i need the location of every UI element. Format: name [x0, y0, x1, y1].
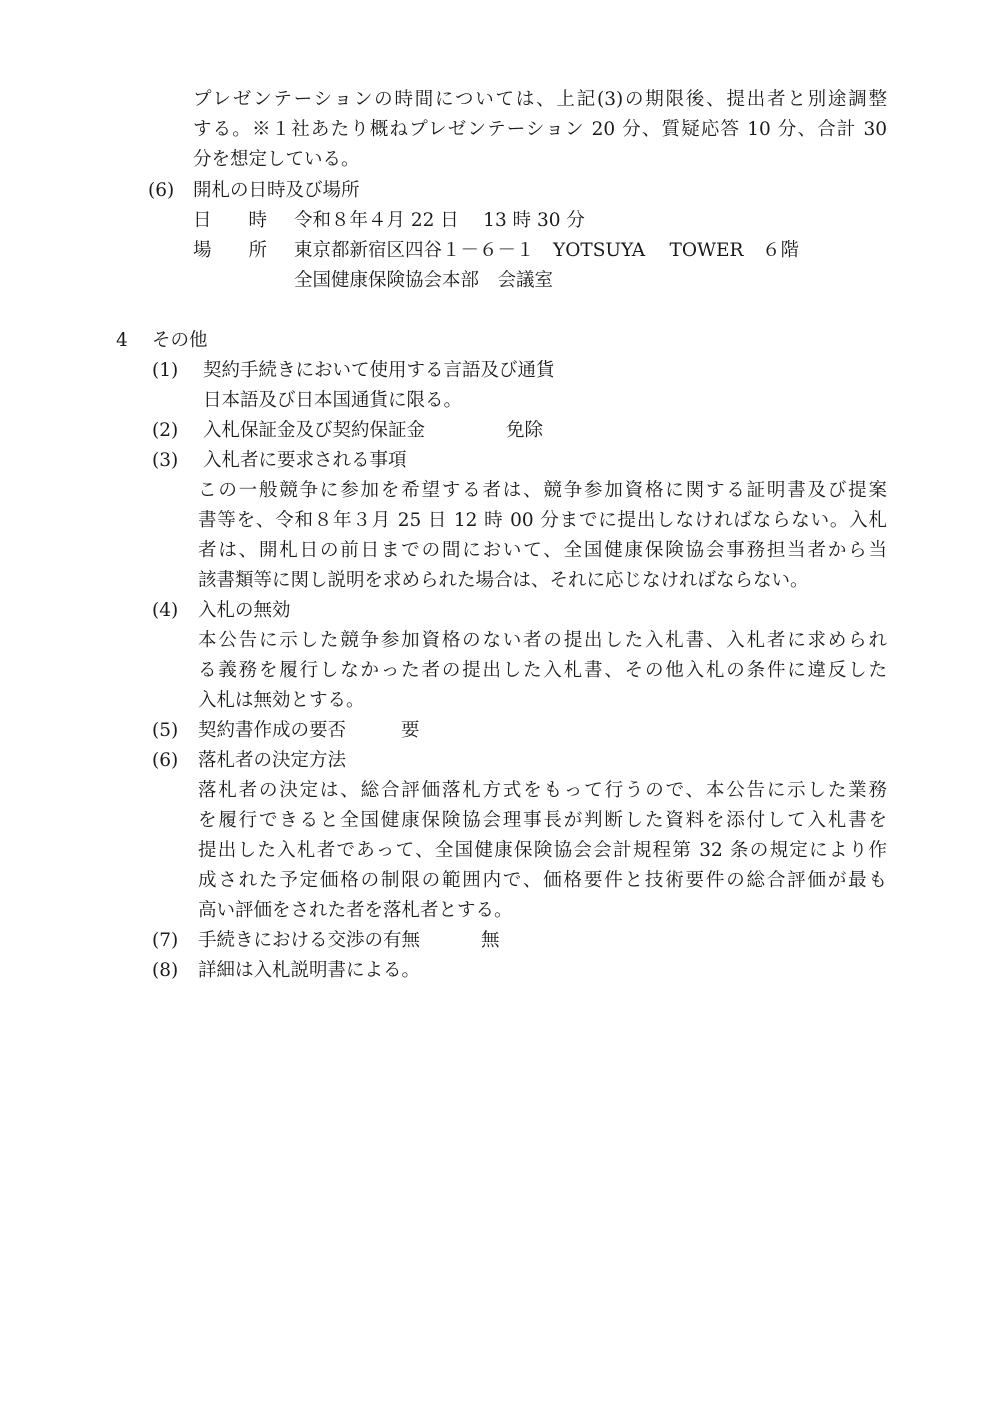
item-6-line-3: 提出した入札者であって、全国健康保険協会会計規程第 32 条の規定により作: [198, 840, 887, 861]
item-3-line-1: この一般競争に参加を希望する者は、競争参加資格に関する証明書及び提案: [198, 480, 887, 501]
item-4-number: (4): [152, 600, 179, 621]
opening-title: 開札の日時及び場所: [193, 180, 360, 201]
item-2-value: 免除: [506, 420, 544, 441]
item-5-title: 契約書作成の要否: [198, 720, 347, 741]
item-6-line-2: を履行できると全国健康保険協会理事長が判断した資料を添付して入札書を: [198, 810, 887, 831]
opening-date-label: 日 時: [193, 210, 268, 231]
intro-line-3: 分を想定している。: [193, 149, 360, 170]
section-title: その他: [152, 330, 208, 351]
item-6-line-4: 成された予定価格の制限の範囲内で、価格要件と技術要件の総合評価が最も: [198, 870, 887, 891]
intro-line-1: プレゼンテーションの時間については、上記(3)の期限後、提出者と別途調整: [193, 89, 887, 110]
item-1-title: 契約手続きにおいて使用する言語及び通貨: [203, 360, 555, 381]
item-6-title: 落札者の決定方法: [198, 750, 347, 771]
opening-date-value: 令和８年４月 22 日 13 時 30 分: [294, 210, 585, 231]
item-2-title: 入札保証金及び契約保証金: [203, 420, 426, 441]
item-7-number: (7): [152, 930, 179, 951]
intro-line-2: する。※１社あたり概ねプレゼンテーション 20 分、質疑応答 10 分、合計 30: [193, 119, 887, 140]
opening-place-label: 場 所: [193, 240, 268, 261]
item-3-title: 入札者に要求される事項: [203, 450, 407, 471]
item-3-line-4: 該書類等に関し説明を求められた場合は、それに応じなければならない。: [198, 570, 809, 591]
section-number: 4: [116, 330, 128, 351]
item-7-value: 無: [481, 930, 500, 951]
item-3-line-3: 者は、開札日の前日までの間において、全国健康保険協会事務担当者から当: [198, 540, 887, 561]
item-4-line-2: る義務を履行しなかった者の提出した入札書、その他入札の条件に違反した: [198, 660, 887, 681]
item-1-body: 日本語及び日本国通貨に限る。: [203, 390, 463, 411]
item-8-title: 詳細は入札説明書による。: [198, 960, 421, 981]
item-6-number: (6): [152, 750, 179, 771]
item-2-number: (2): [152, 420, 179, 441]
item-4-line-1: 本公告に示した競争参加資格のない者の提出した入札書、入札者に求められ: [198, 630, 887, 651]
item-1-number: (1): [152, 360, 179, 381]
item-3-number: (3): [152, 450, 179, 471]
opening-number: (6): [148, 180, 175, 201]
item-6-line-5: 高い評価をされた者を落札者とする。: [198, 900, 513, 921]
item-8-number: (8): [152, 960, 179, 981]
opening-place-value: 東京都新宿区四谷１－６－１ YOTSUYA TOWER ６階: [294, 240, 799, 261]
item-7-title: 手続きにおける交渉の有無: [198, 930, 421, 951]
item-4-line-3: 入札は無効とする。: [198, 690, 365, 711]
item-6-line-1: 落札者の決定は、総合評価落札方式をもって行うので、本公告に示した業務: [198, 780, 887, 801]
opening-place-value-2: 全国健康保険協会本部 会議室: [294, 270, 554, 291]
item-5-value: 要: [401, 720, 420, 741]
item-5-number: (5): [152, 720, 179, 741]
item-3-line-2: 書等を、令和８年３月 25 日 12 時 00 分までに提出しなければならない。入札: [198, 510, 887, 531]
item-4-title: 入札の無効: [198, 600, 291, 621]
